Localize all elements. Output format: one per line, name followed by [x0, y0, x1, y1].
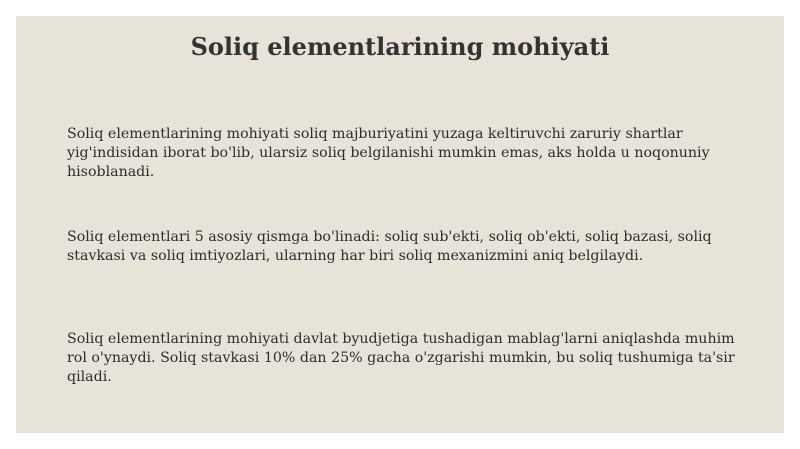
paragraph-essence: Soliq elementlarining mohiyati soliq majburiyatini yuzaga keltiruvchi zaruriy shartlar yig'indisidan iborat bo'lib, ularsiz soliq belgilanishi mumkin emas, aks holda u noqonuniy hisoblanadi. [67, 126, 710, 180]
slide [16, 16, 784, 433]
slide-title: Soliq elementlarining mohiyati [190, 32, 610, 61]
paragraph-elements: Soliq elementlari 5 asosiy qismga bo'linadi: soliq sub'ekti, soliq ob'ekti, soliq bazasi, soliq stavkasi va soliq imtiyozlari, ularning har biri soliq mexanizmini aniq belgilaydi. [67, 229, 712, 264]
paragraph-budget: Soliq elementlarining mohiyati davlat byudjetiga tushadigan mablag'larni aniqlashda muhim rol o'ynaydi. Soliq stavkasi 10% dan 25% gacha o'zgarishi mumkin, bu soliq tushumiga ta'sir qiladi. [67, 331, 735, 385]
